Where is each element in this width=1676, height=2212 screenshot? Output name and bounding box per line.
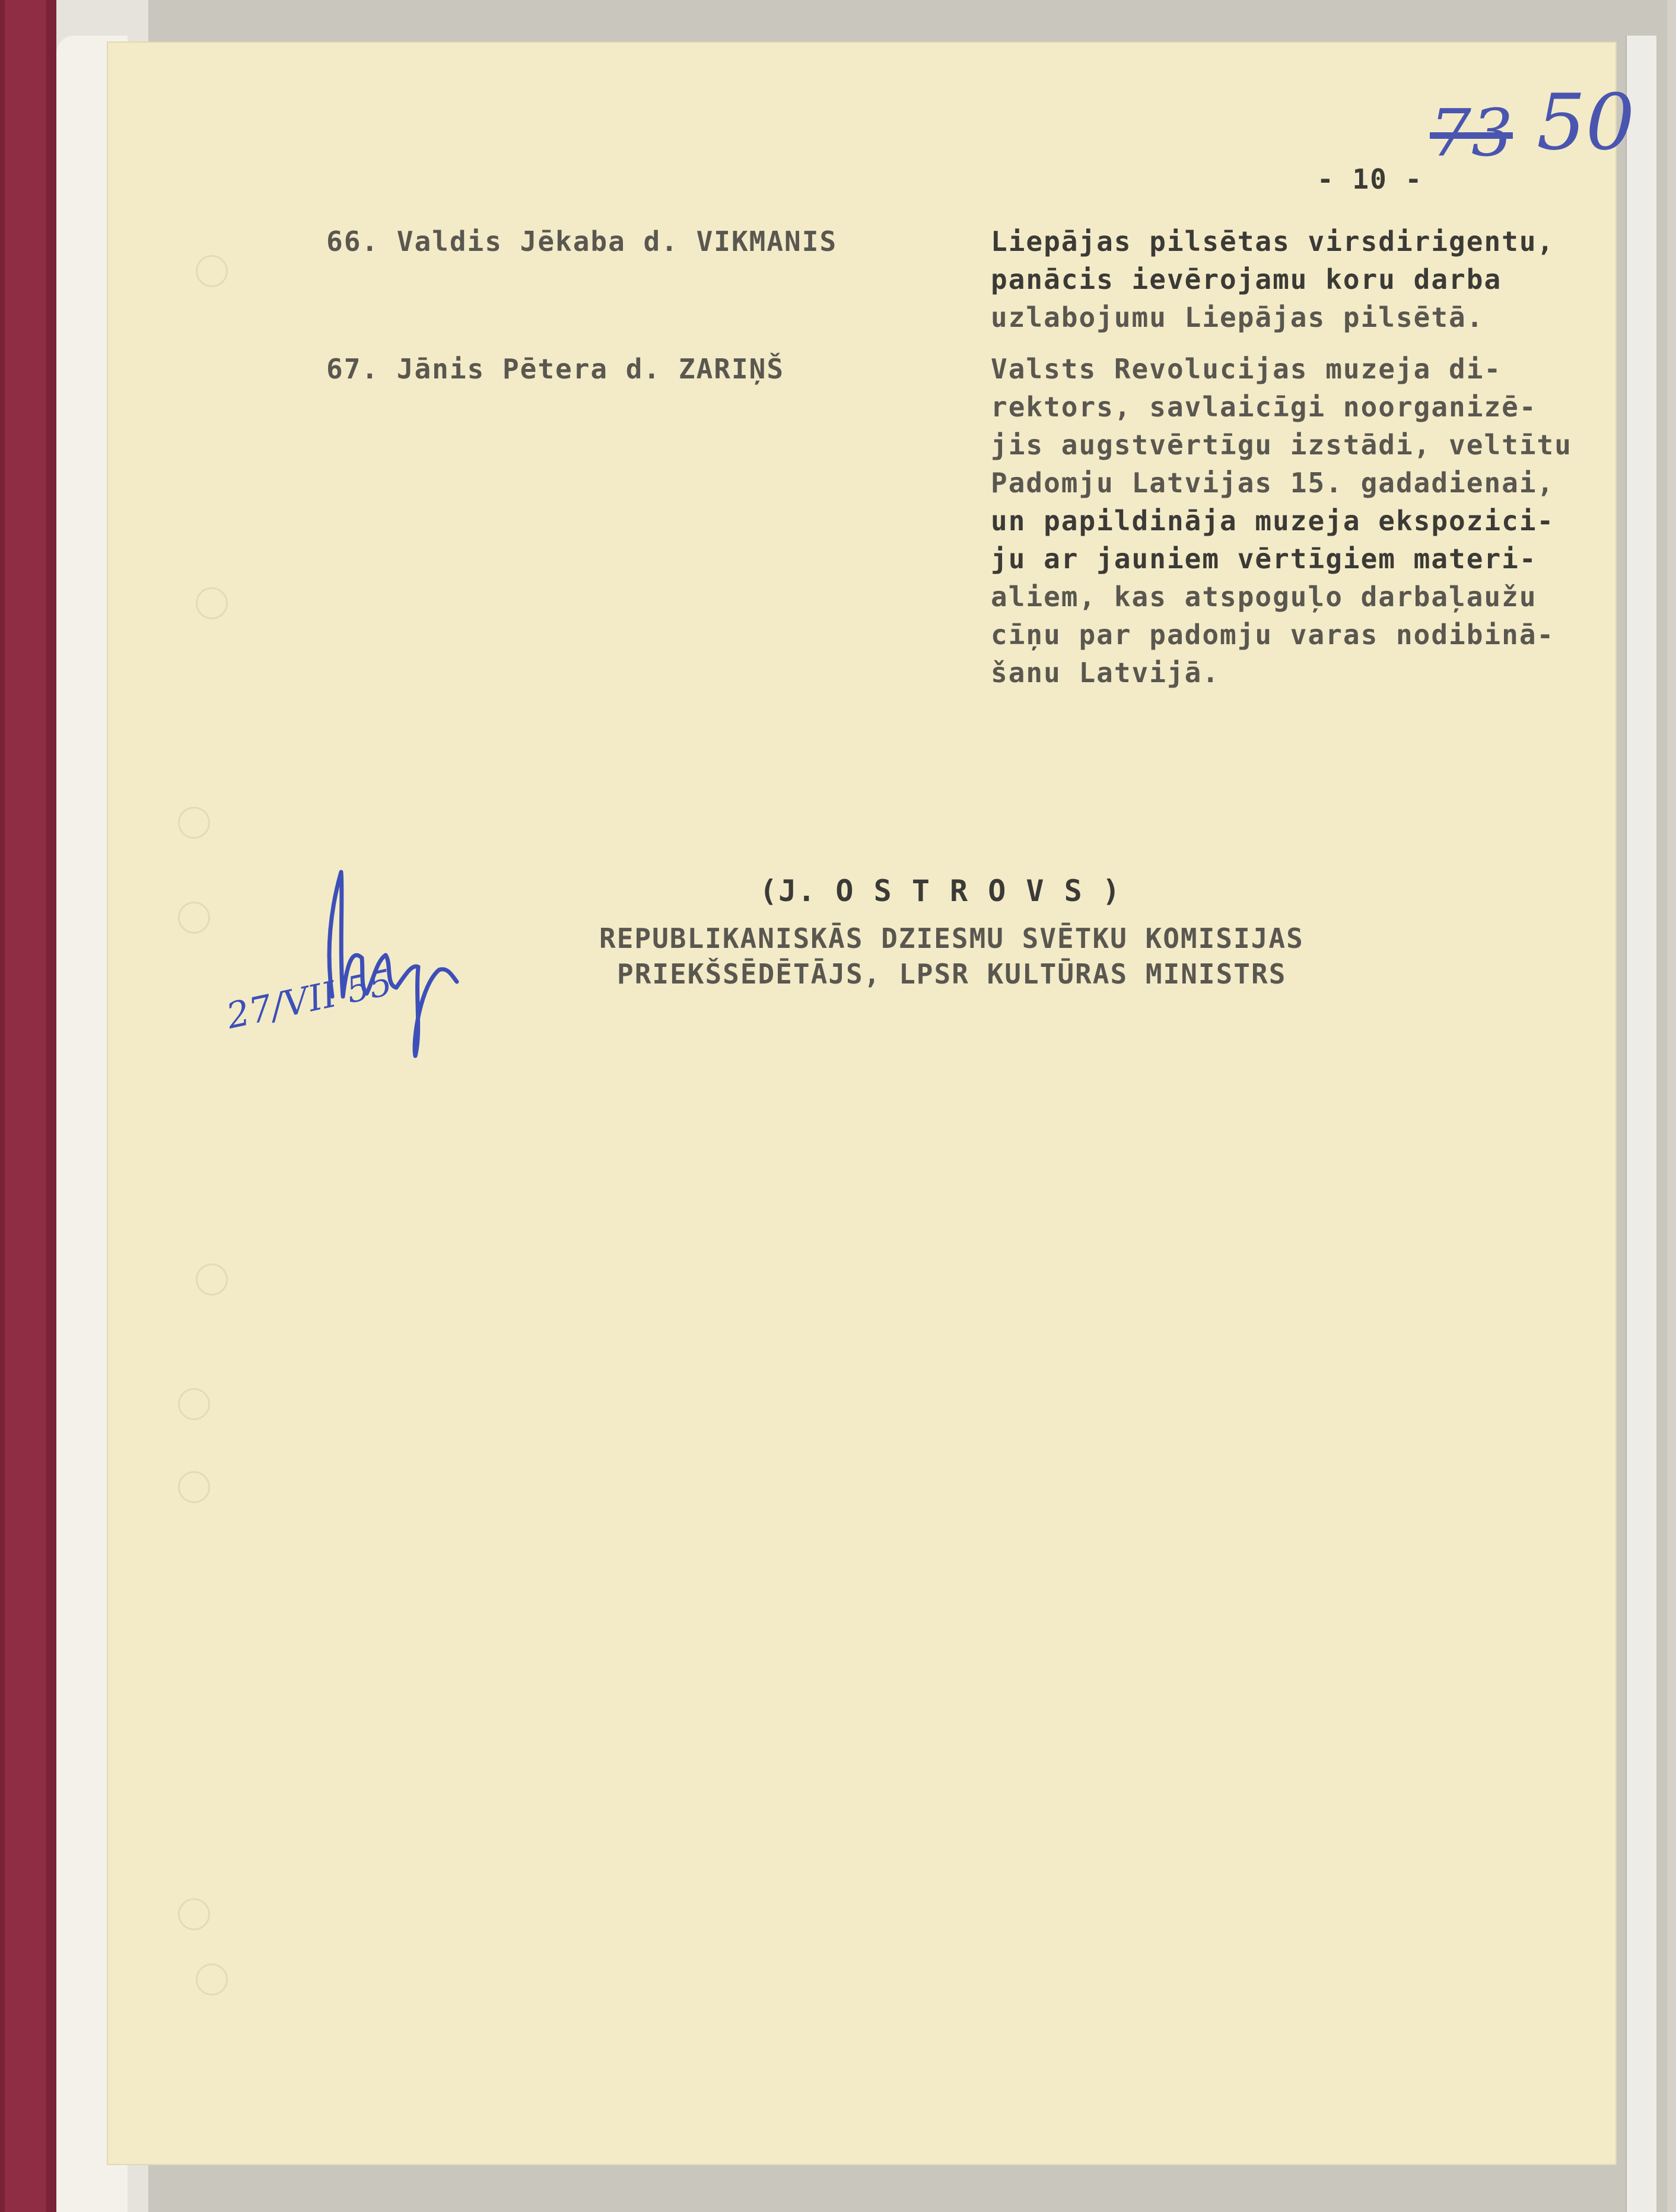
folder-binding — [0, 0, 56, 2212]
description-line: aliem, kas atspoguļo darbaļaužu — [991, 581, 1537, 613]
punch-hole-mark — [196, 1963, 228, 1995]
folio-old-number — [1430, 95, 1513, 171]
description-line: uzlabojumu Liepājas pilsētā. — [991, 301, 1484, 333]
punch-hole-mark — [196, 1263, 228, 1296]
signatory-title-line1: REPUBLIKANISKĀS DZIESMU SVĒTKU KOMISIJAS — [599, 922, 1304, 954]
punch-hole-mark — [178, 902, 210, 934]
entry-description — [991, 350, 1572, 692]
description-line: šanu Latvijā. — [991, 657, 1220, 689]
punch-hole-mark — [178, 807, 210, 839]
signatory-name: (J. O S T R O V S ) — [759, 874, 1121, 908]
binding-cloth — [5, 0, 46, 2212]
handwritten-signature — [297, 860, 486, 1074]
signatory-title-line2: PRIEKŠSĒDĒTĀJS, LPSR KULTŪRAS MINISTRS — [617, 958, 1287, 990]
description-line: Padomju Latvijas 15. gadadienai, — [991, 467, 1555, 499]
description-line: cīņu par padomju varas nodibinā- — [991, 619, 1555, 651]
page-number: - 10 - — [1317, 163, 1423, 195]
entry-name: 66. Valdis Jēkaba d. VIKMANIS — [326, 225, 838, 257]
document-page — [107, 42, 1635, 2165]
entry-description — [991, 222, 1554, 336]
description-line: jis augstvērtīgu izstādi, veltītu — [991, 429, 1572, 461]
folio-number-text: 50 — [1537, 77, 1635, 167]
description-line: Valsts Revolucijas muzeja di- — [991, 353, 1502, 385]
punch-hole-mark — [196, 587, 228, 619]
description-line: rektors, savlaicīgi noorganizē- — [991, 391, 1537, 423]
punch-hole-mark — [196, 255, 228, 287]
description-line: panācis ievērojamu koru darba — [991, 263, 1502, 295]
description-line: un papildināja muzeja ekspozici- — [991, 505, 1555, 537]
underlying-sheet-edge — [1626, 36, 1656, 2212]
description-line: ju ar jauniem vērtīgiem materi- — [991, 543, 1537, 575]
handwritten-date-text: 27/VII 55 — [222, 962, 396, 1037]
punch-hole-mark — [178, 1471, 210, 1503]
punch-hole-mark — [178, 1898, 210, 1930]
entry-name: 67. Jānis Pētera d. ZARIŅŠ — [326, 353, 785, 385]
punch-hole-mark — [178, 1388, 210, 1420]
description-line: Liepājas pilsētas virsdirigentu, — [991, 225, 1555, 257]
folio-old-text: 73 — [1430, 95, 1513, 171]
folio-number — [1537, 77, 1634, 167]
